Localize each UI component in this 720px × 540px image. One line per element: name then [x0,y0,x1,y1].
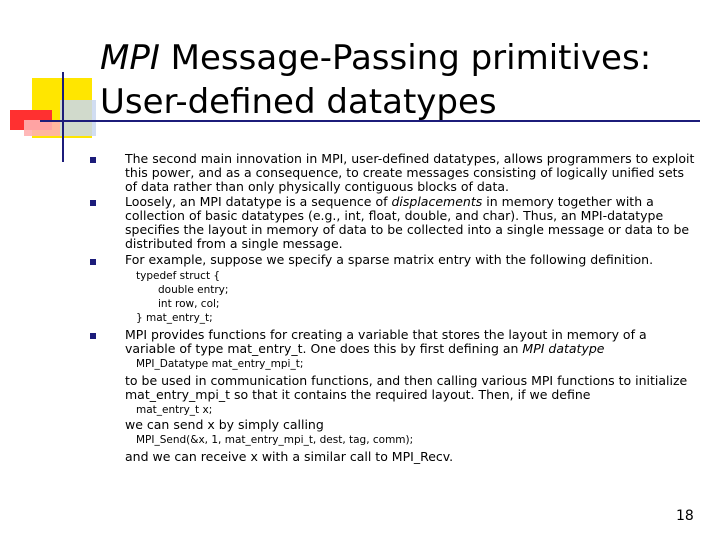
bullet-2-text-b: in memory together with a collection of basic datatypes (e.g., int, float, double, and char). Thus, an MPI-datatype specifies the layout in memory of data to be collected into a single message or data to be distributed from a single message. [125,194,690,251]
code-line-5: MPI_Datatype mat_entry_mpi_t; [136,358,304,370]
title-line1: Message-Passing primitives: [159,38,652,78]
bullet-2-emphasis: displacements [391,194,483,209]
bullet-marker [90,259,96,265]
slide-title [100,36,700,124]
text-paragraph-1: to be used in communication functions, and then calling various MPI functions to initialize mat_entry_mpi_t so that it contains the required layout. Then, if we define [125,373,688,402]
decor-blue-square [60,100,96,136]
bullet-4-text: MPI provides functions for creating a variable that stores the layout in memory of a variable of type mat_entry_t. One does this by first defining an [125,327,647,356]
decor-pink-bar [24,120,60,136]
bullet-text-2 [125,195,695,251]
code-line-7: MPI_Send(&x, 1, mat_entry_mpi_t, dest, tag, comm); [136,434,414,446]
bullet-text-1: The second main innovation in MPI, user-defined datatypes, allows programmers to exploit this power, and as a consequence, to create messages consisting of logically unified sets of data rather than only physically contiguous blocks of data. [125,151,695,194]
bullet-marker [90,200,96,206]
code-line-1: typedef struct { [136,270,221,282]
text-paragraph-3: and we can receive x with a similar call to MPI_Recv. [125,449,454,464]
decor-vertical-line [62,72,64,162]
code-line-6: mat_entry_t x; [136,404,213,416]
bullet-text-3: For example, suppose we specify a sparse matrix entry with the following definition. [125,252,654,267]
bullet-marker [90,157,96,163]
bullet-marker [90,333,96,339]
page-number: 18 [676,508,694,524]
bullet-text-4 [125,328,700,356]
bullet-4-emphasis: MPI datatype [522,341,605,356]
text-paragraph-2: we can send x by simply calling [125,417,324,432]
title-mpi: MPI [100,38,160,78]
title-line2: User-defined datatypes [100,82,497,122]
code-line-3: int row, col; [158,298,220,310]
code-line-2: double entry; [158,284,229,296]
bullet-2-text-a: Loosely, an MPI datatype is a sequence of [125,194,392,209]
code-line-4: } mat_entry_t; [136,312,213,324]
